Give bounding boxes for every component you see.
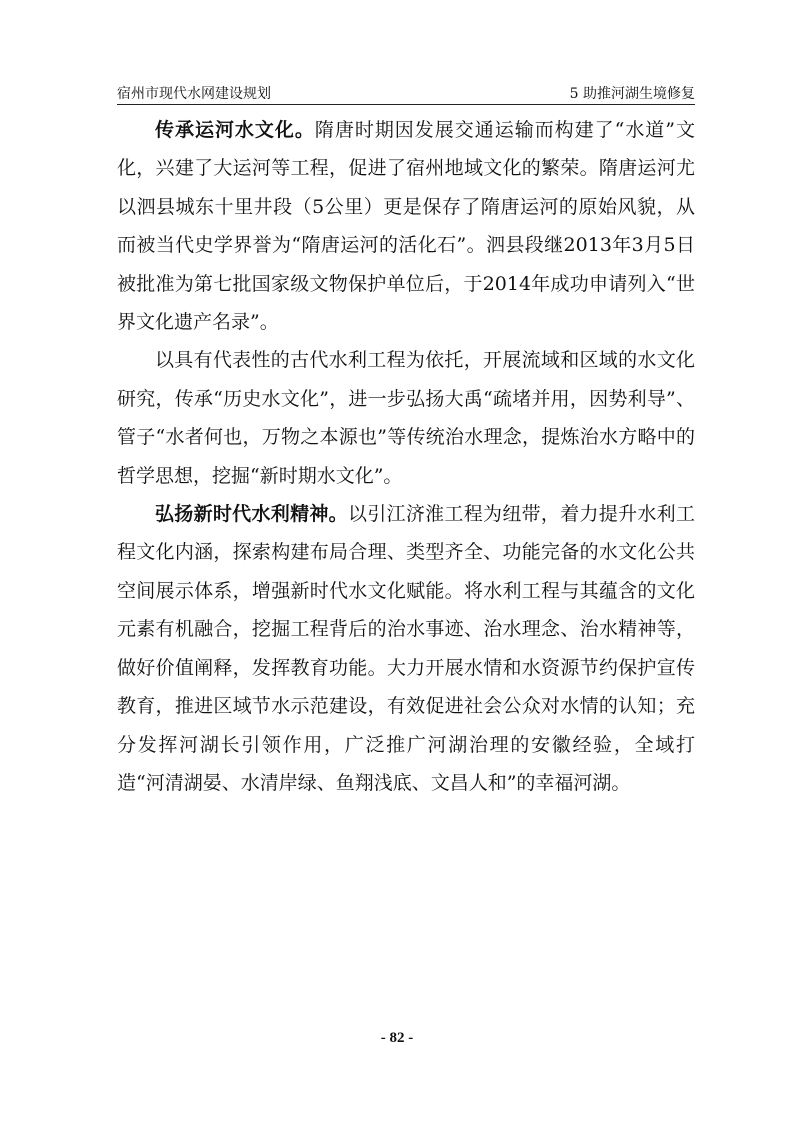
- chapter-title: 5 助推河湖生境修复: [569, 86, 695, 102]
- paragraph-lead: 传承运河水文化。: [155, 119, 315, 141]
- paragraph-lead: 弘扬新时代水利精神。: [155, 503, 348, 526]
- body-text: [117, 111, 695, 802]
- paragraph-text: 以引江济淮工程为纽带，着力提升水利工程文化内涵，探索构建布局合理、类型齐全、功能完备的水文化公共空间展示体系，增强新时代水文化赋能。将水利工程与其蕴含的文化元素有机融合，挖掘工程背后的治水事迹、治水理念、治水精神等，做好价值阐释，发挥教育功能。大力开展水情和水资源节约保护宣传教育，推进区域节水示范建设，有效促进社会公众对水情的认知；充分发挥河湖长引领作用，广泛推广河湖治理的安徽经验，全域打造“河清湖晏、水清岸绿、鱼翔浅底、文昌人和”的幸福河湖。: [117, 503, 695, 794]
- document-title: 宿州市现代水网建设规划: [117, 86, 271, 102]
- page-header: [117, 80, 695, 105]
- paragraph-water-culture-research: [117, 341, 695, 495]
- paragraph-text: 以具有代表性的古代水利工程为依托，开展流域和区域的水文化研究，传承“历史水文化”，进一步弘扬大禹“疏堵并用，因势利导”、管子“水者何也，万物之本源也”等传统治水理念，提炼治水方略中的哲学思想，挖掘“新时期水文化”。: [117, 349, 695, 487]
- paragraph-water-spirit: [117, 495, 695, 802]
- paragraph-text: 隋唐时期因发展交通运输而构建了“水道”文化，兴建了大运河等工程，促进了宿州地域文化的繁荣。隋唐运河尤以泗县城东十里井段（5公里）更是保存了隋唐运河的原始风貌，从而被当代史学界誉为“隋唐运河的活化石”。泗县段继2013年3月5日被批准为第七批国家级文物保护单位后，于2014年成功申请列入“世界文化遗产名录”。: [117, 119, 695, 334]
- paragraph-canal-culture: [117, 111, 695, 341]
- page-number: - 82 -: [380, 1030, 414, 1046]
